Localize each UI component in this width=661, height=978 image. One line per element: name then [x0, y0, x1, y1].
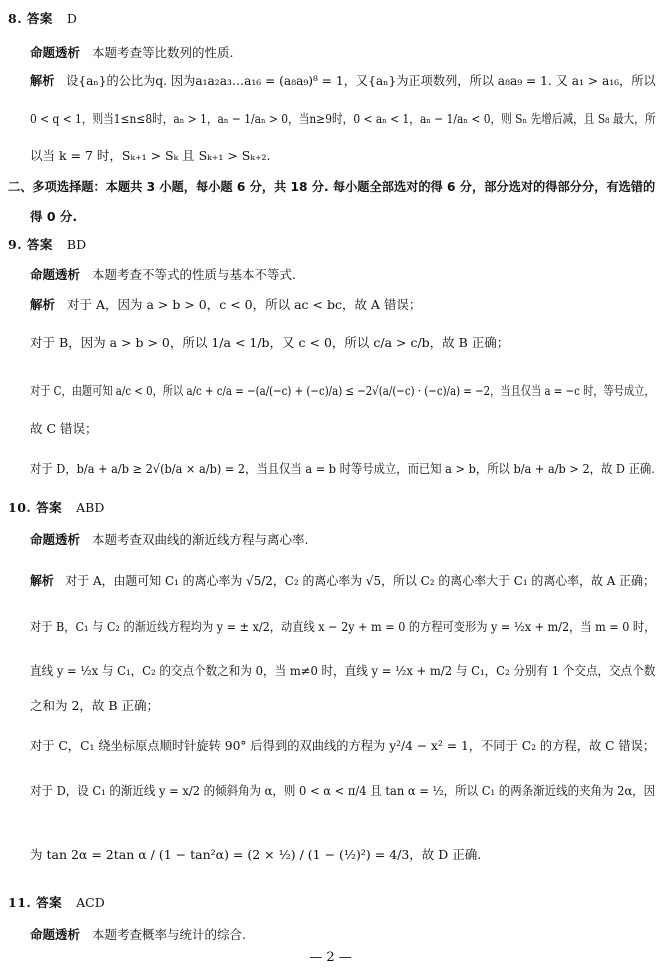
q9-analysis-line-b: 对于 B，因为 a > b > 0，所以 1/a < 1/b，又 c < 0，所以 c/a > c/b，故 B 正确； — [30, 335, 510, 350]
q10-answer: ABD — [76, 500, 105, 515]
q9-analysis-line-c2: 故 C 错误； — [30, 421, 98, 436]
q10-analysis-text-a: 对于 A，由题可知 C₁ 的离心率为 √5/2，C₂ 的离心率为 √5，所以 C₂ 的离心率大于 C₁ 的离心率，故 A 正确； — [65, 573, 655, 588]
q11-intro-text: 本题考查概率与统计的综合. — [92, 927, 246, 942]
q9-intro — [30, 266, 296, 284]
q10-analysis-line-a — [30, 572, 655, 590]
page-number: — 2 — — [309, 950, 352, 965]
q11-intro-label: 命题透析 — [30, 927, 81, 942]
q8-answer-label: 8. 答案 — [8, 11, 53, 26]
q10-analysis-line-c: 对于 C，C₁ 绕坐标原点顺时针旋转 90° 后得到的双曲线的方程为 y²/4 − x² = 1，不同于 C₂ 的方程，故 C 错误； — [30, 738, 656, 753]
q10-analysis-line-d1: 对于 D，设 C₁ 的渐近线 y = x/2 的倾斜角为 α，则 0 < α < π/4 且 tan α = ½，所以 C₁ 的两条渐近线的夹角为 2α，因 — [30, 783, 656, 798]
q8-analysis-line-2: 0 < q < 1，则当1≤n≤8时，aₙ > 1，aₙ − 1/aₙ > 0，当n≥9时，0 < aₙ < 1，aₙ − 1/aₙ < 0，则 Sₙ 先增后减，且 S₈ 最大，所 — [30, 111, 656, 126]
q8-analysis-line-3: 以当 k = 7 时，Sₖ₊₁ > Sₖ 且 Sₖ₊₁ > Sₖ₊₂. — [30, 148, 271, 163]
q10-analysis-label: 解析 — [30, 573, 54, 588]
q9-intro-label: 命题透析 — [30, 267, 81, 282]
q9-analysis-line-a — [30, 296, 421, 314]
q10-header — [8, 499, 104, 517]
q8-answer: D — [66, 11, 77, 26]
q8-intro-text: 本题考查等比数列的性质. — [92, 45, 234, 60]
q10-analysis-line-d2: 为 tan 2α = 2tan α / (1 − tan²α) = (2 × ½) / (1 − (½)²) = 4/3，故 D 正确. — [30, 847, 482, 862]
q10-intro — [30, 531, 309, 549]
q8-analysis-line-1 — [30, 72, 656, 90]
q8-analysis-text-1: 设{aₙ}的公比为q. 因为a₁a₂a₃…a₁₆ = (a₈a₉)⁸ = 1，又{aₙ}为正项数列，所以 a₈a₉ = 1. 又 a₁ > a₁₆，所以 — [66, 73, 656, 88]
q8-analysis-label: 解析 — [30, 73, 55, 88]
q8-header — [8, 10, 77, 28]
q9-answer: BD — [66, 237, 87, 252]
q8-intro-label: 命题透析 — [30, 45, 81, 60]
q9-analysis-text-a: 对于 A，因为 a > b > 0，c < 0，所以 ac < bc，故 A 错误； — [67, 297, 422, 312]
section-heading-line-2: 得 0 分. — [30, 209, 78, 224]
q9-header — [8, 236, 86, 254]
q11-header — [8, 894, 105, 912]
q9-analysis-line-c1: 对于 C，由题可知 a/c < 0，所以 a/c + c/a = −(a/(−c) + (−c)/a) ≤ −2√(a/(−c) · (−c)/a) = −2，当且仅当 a = −c 时，等号成立， — [30, 383, 655, 398]
q9-intro-text: 本题考查不等式的性质与基本不等式. — [92, 267, 296, 282]
q9-answer-label: 9. 答案 — [8, 237, 53, 252]
q10-intro-label: 命题透析 — [30, 532, 81, 547]
q11-answer: ACD — [76, 895, 105, 910]
section-heading-line-1: 二、多项选择题：本题共 3 小题，每小题 6 分，共 18 分. 每小题全部选对的得 6 分，部分选对的得部分分，有选错的 — [8, 179, 656, 194]
q8-intro — [30, 44, 234, 62]
q9-analysis-label: 解析 — [30, 297, 56, 312]
q11-answer-label: 11. 答案 — [8, 895, 63, 910]
q10-analysis-line-b3: 之和为 2，故 B 正确； — [30, 698, 160, 713]
q10-answer-label: 10. 答案 — [8, 500, 63, 515]
q10-analysis-line-b1: 对于 B，C₁ 与 C₂ 的渐近线方程均为 y = ± x/2，动直线 x − 2y + m = 0 的方程可变形为 y = ½x + m/2，当 m = 0 时， — [30, 619, 656, 634]
q9-analysis-line-d: 对于 D，b/a + a/b ≥ 2√(b/a × a/b) = 2，当且仅当 a = b 时等号成立，而已知 a > b，所以 b/a + a/b > 2，故 D 正确. — [30, 461, 655, 476]
q10-intro-text: 本题考查双曲线的渐近线方程与离心率. — [92, 532, 309, 547]
q10-analysis-line-b2: 直线 y = ½x 与 C₁，C₂ 的交点个数之和为 0，当 m≠0 时，直线 y = ½x + m/2 与 C₁，C₂ 分别有 1 个交点，交点个数 — [30, 663, 656, 678]
q11-intro — [30, 926, 246, 944]
